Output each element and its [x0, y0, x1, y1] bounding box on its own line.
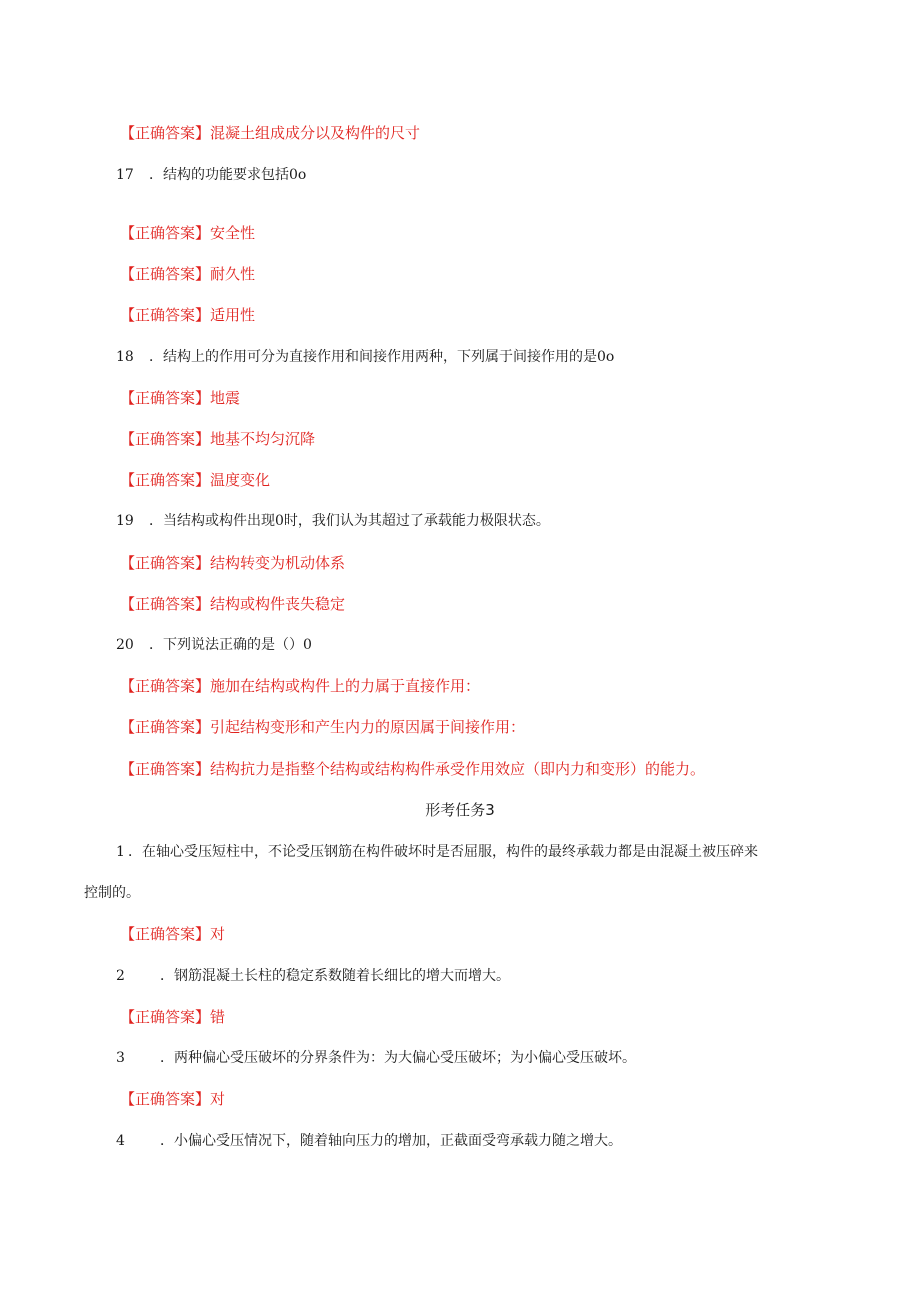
- answer-line: 【正确答案】地基不均匀沉降: [120, 430, 316, 448]
- question-number: 3: [116, 1050, 125, 1066]
- question-number: 2: [116, 968, 125, 984]
- question-text: ．小偏心受压情况下，随着轴向压力的增加，正截面受弯承载力随之增大。: [160, 1133, 622, 1149]
- question-number: 4: [116, 1133, 125, 1149]
- question-text: ．结构的功能要求包括0o: [149, 167, 307, 183]
- answer-line: 【正确答案】施加在结构或构件上的力属于直接作用：: [120, 677, 481, 695]
- question-3: [116, 1047, 636, 1069]
- answer-line: 【正确答案】混凝土组成成分以及构件的尺寸: [120, 124, 421, 142]
- question-text: ．当结构或构件出现0时，我们认为其超过了承载能力极限状态。: [149, 513, 550, 529]
- question-number: 20: [116, 637, 134, 653]
- question-18: [116, 346, 614, 368]
- question-17: [116, 164, 306, 186]
- question-20: [116, 634, 312, 656]
- answer-line: 【正确答案】引起结构变形和产生内力的原因属于间接作用：: [120, 718, 526, 736]
- answer-line: 【正确答案】错: [120, 1008, 226, 1026]
- question-text-continued: 控制的。: [84, 885, 140, 901]
- answer-line: 【正确答案】温度变化: [120, 471, 271, 489]
- question-number: 17: [116, 167, 134, 183]
- answer-line: 【正确答案】对: [120, 925, 226, 943]
- question-2: [116, 965, 510, 987]
- question-number: 1: [116, 844, 125, 860]
- answer-line: 【正确答案】地震: [120, 389, 241, 407]
- answer-line: 【正确答案】对: [120, 1090, 226, 1108]
- question-1: [116, 841, 758, 863]
- question-4: [116, 1130, 622, 1152]
- question-text: ．两种偏心受压破坏的分界条件为：为大偏心受压破坏；为小偏心受压破坏。: [160, 1050, 636, 1066]
- answer-line: 【正确答案】结构抗力是指整个结构或结构构件承受作用效应（即内力和变形）的能力。: [120, 760, 706, 778]
- answer-line: 【正确答案】安全性: [120, 224, 256, 242]
- answer-line: 【正确答案】耐久性: [120, 265, 256, 283]
- question-19: [116, 510, 550, 532]
- question-number: 19: [116, 513, 134, 529]
- section-title: 形考任务3: [425, 801, 495, 819]
- question-text: ．下列说法正确的是（）0: [149, 637, 312, 653]
- answer-line: 【正确答案】结构转变为机动体系: [120, 554, 346, 572]
- question-text: ．在轴心受压短柱中，不论受压钢筋在构件破坏时是否屈服，构件的最终承载力都是由混凝土被压碎来: [128, 844, 758, 860]
- answer-line: 【正确答案】结构或构件丧失稳定: [120, 595, 346, 613]
- question-text: ．结构上的作用可分为直接作用和间接作用两种，下列属于间接作用的是0o: [149, 349, 615, 365]
- question-text: ．钢筋混凝土长柱的稳定系数随着长细比的增大而增大。: [160, 968, 510, 984]
- answer-line: 【正确答案】适用性: [120, 306, 256, 324]
- question-number: 18: [116, 349, 134, 365]
